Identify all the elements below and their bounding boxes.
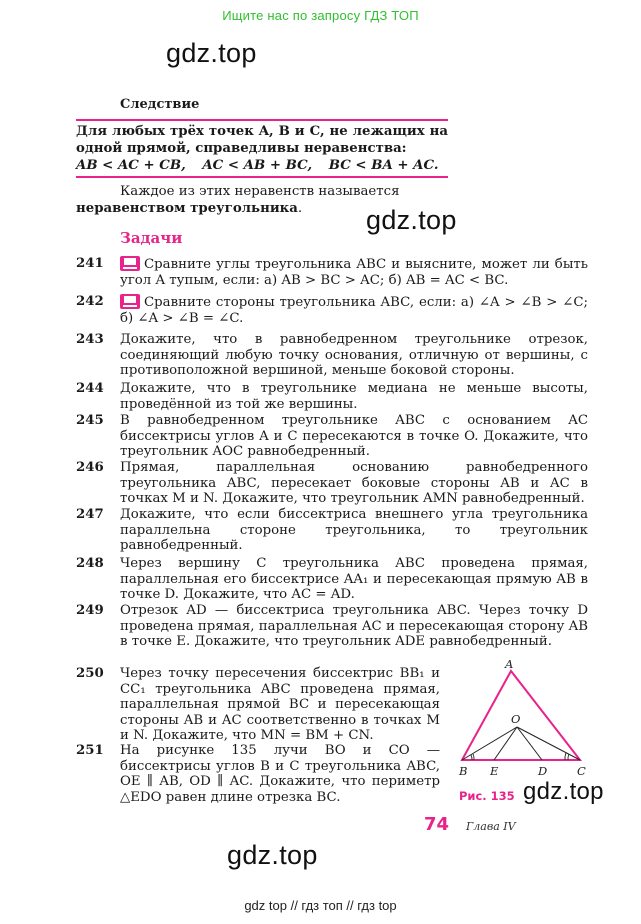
bottom-links: gdz top // гдз топ // гдз top <box>244 898 397 913</box>
task-text: Докажите, что в равнобедренном треугольнике отрезок, соединяющий любую точку основания, отличную от вершины, с противоположной вершиной, меньше боковой стороны. <box>120 332 588 379</box>
divider-top <box>76 119 448 121</box>
task-247 <box>76 507 588 554</box>
task-251 <box>76 743 440 805</box>
task-number: 249 <box>76 603 104 618</box>
task-249 <box>76 603 588 650</box>
chapter-label: Глава IV <box>466 820 516 833</box>
computer-icon <box>120 256 140 271</box>
task-number: 245 <box>76 413 104 428</box>
task-248 <box>76 556 588 603</box>
triangle-inequality-paragraph <box>76 183 448 217</box>
computer-icon <box>120 294 140 309</box>
task-243 <box>76 332 588 379</box>
task-text: Докажите, что если биссектриса внешнего угла треугольника параллельна стороне треугольника, то треугольник равнобедренный. <box>120 507 588 554</box>
segment-oe <box>494 727 517 760</box>
task-number: 248 <box>76 556 104 571</box>
task-text: Через точку пересечения биссектрис BB₁ и CC₁ треугольника ABC проведена прямая, параллельная прямой BC и пересекающая стороны AB и AC соответственно в точках M и N. Докажите, что MN = BM + CN. <box>120 666 440 744</box>
label-b: B <box>459 764 468 778</box>
watermark: gdz.top <box>523 778 604 805</box>
corollary-title: Следствие <box>120 97 200 112</box>
task-text: Через вершину C треугольника ABC проведена прямая, параллельная его биссектрисе AA₁ и пересекающая прямую AB в точке D. Докажите, что AC = AD. <box>120 556 588 603</box>
inequality: AC < AB + BC, <box>202 158 313 173</box>
inequality: AB < AC + CB, <box>76 158 186 173</box>
task-245 <box>76 413 588 460</box>
label-o: O <box>511 712 521 726</box>
angle-arc-c <box>565 753 566 760</box>
task-number: 247 <box>76 507 104 522</box>
triangle-figure <box>450 655 600 787</box>
watermark: gdz.top <box>166 38 257 68</box>
task-text: Сравните углы треугольника ABC и выясните, может ли быть угол A тупым, если: а) AB > BC > AC; б) AB = AC < BC. <box>120 257 588 288</box>
task-242 <box>76 294 588 326</box>
task-text: Прямая, параллельная основанию равнобедренного треугольника ABC, пересекает боковые стороны AB и AC в точках M и N. Докажите, что треугольник AMN равнобедренный. <box>120 460 588 507</box>
task-241 <box>76 256 588 288</box>
segment-od <box>517 727 542 760</box>
inequality: BC < BA + AC. <box>328 158 439 173</box>
label-d: D <box>538 764 548 778</box>
task-number: 251 <box>76 743 104 758</box>
triangle-abc <box>462 671 580 760</box>
top-banner: Ищите нас по запросу ГДЗ ТОП <box>222 8 419 23</box>
divider-bottom <box>76 176 448 178</box>
task-number: 243 <box>76 332 104 347</box>
task-text: Докажите, что в треугольнике медиана не меньше высоты, проведённой из той же вершины. <box>120 381 588 412</box>
task-text: Отрезок AD — биссектриса треугольника ABC. Через точку D проведена прямая, параллельная AC и пересекающая сторону AB в точке E. Докажите, что треугольник ADE равнобедренный. <box>120 603 588 650</box>
task-number: 242 <box>76 294 104 309</box>
corollary-text: Для любых трёх точек A, B и C, не лежащих на одной прямой, справедливы неравенства: <box>76 124 448 156</box>
label-a: A <box>505 657 514 671</box>
page-number: 74 <box>424 814 450 835</box>
task-250 <box>76 666 440 744</box>
paragraph-term: неравенством треугольника <box>76 201 298 216</box>
task-text: Сравните стороны треугольника ABC, если: а) ∠A > ∠B > ∠C; б) ∠A > ∠B = ∠C. <box>120 295 588 326</box>
label-e: E <box>490 764 499 778</box>
figure-caption: Рис. 135 <box>459 789 515 803</box>
task-number: 246 <box>76 460 104 475</box>
task-text: На рисунке 135 лучи BO и CO — биссектрисы углов B и C треугольника ABC, OE ∥ AB, OD ∥ AC. Докажите, что периметр △EDO равен длине отрезка BC. <box>120 743 440 805</box>
label-c: C <box>577 764 586 778</box>
task-number: 241 <box>76 256 104 271</box>
inequalities <box>76 157 448 174</box>
task-number: 250 <box>76 666 104 681</box>
task-244 <box>76 381 588 412</box>
task-number: 244 <box>76 381 104 396</box>
tasks-heading: Задачи <box>120 229 183 247</box>
task-text: В равнобедренном треугольнике ABC с основанием AC биссектрисы углов A и C пересекаются в точке O. Докажите, что треугольник AOC равнобедренный. <box>120 413 588 460</box>
paragraph-text: Каждое из этих неравенств называется <box>120 184 400 199</box>
task-246 <box>76 460 588 507</box>
corollary-box <box>76 123 448 174</box>
paragraph-end: . <box>297 201 303 216</box>
bisector-co <box>517 727 580 760</box>
watermark: gdz.top <box>366 205 457 235</box>
watermark: gdz.top <box>227 840 318 870</box>
